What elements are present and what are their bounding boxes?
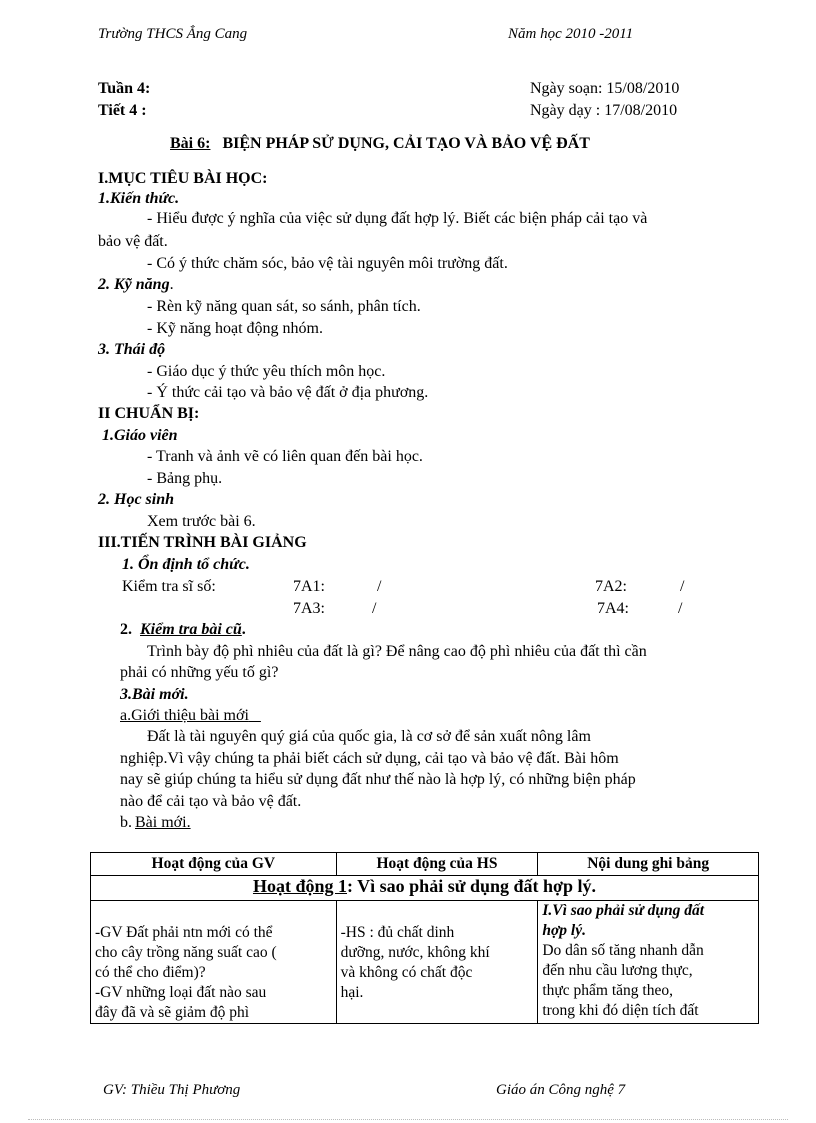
lesson-heading: b. Bài mới. (120, 814, 191, 831)
class-7a4: 7A4: (597, 600, 629, 617)
footer-teacher: GV: Thiều Thị Phương (103, 1082, 241, 1098)
class-7a1-slash: / (377, 578, 382, 595)
knowledge-item-2: - Có ý thức chăm sóc, bảo vệ tài nguyên môi trường đất. (147, 255, 508, 272)
section-1-heading: I.MỤC TIÊU BÀI HỌC: (98, 170, 268, 187)
class-7a2-slash: / (680, 578, 685, 595)
skill-heading: 2. Kỹ năng. (98, 276, 174, 293)
old-lesson-heading: 2. Kiểm tra bài cũ. (120, 621, 246, 638)
teacher-line: cho cây trồng năng suất cao ( (95, 944, 277, 961)
table-row (91, 901, 759, 1024)
old-question-1: Trình bày độ phì nhiêu của đất là gì? Để nâng cao độ phì nhiêu của đất thì cần (147, 643, 647, 660)
teacher-line: có thể cho điểm)? (95, 964, 206, 981)
footer-subject: Giáo án Công nghệ 7 (496, 1082, 626, 1098)
section-3-heading: III.TIẾN TRÌNH BÀI GIẢNG (98, 534, 307, 551)
lesson-title-text: BIỆN PHÁP SỬ DỤNG, CẢI TẠO VÀ BẢO VỆ ĐẤT (222, 135, 590, 152)
intro-heading: a.Giới thiệu bài mới (120, 707, 249, 724)
class-7a1: 7A1: (293, 578, 325, 595)
lesson-title (170, 133, 590, 154)
student-activity-cell (336, 901, 538, 1024)
old-question-2: phải có những yếu tố gì? (120, 664, 279, 681)
student-line: dưỡng, nước, không khí (340, 944, 490, 961)
roll-call-label: Kiểm tra sĩ số: (122, 578, 216, 595)
teacher-activity-cell (91, 901, 337, 1024)
teacher-line: -GV những loại đất nào sau (95, 984, 267, 1001)
teach-date: Ngày dạy : 17/08/2010 (530, 102, 678, 119)
content-line: trong khi đó diện tích đất (542, 1002, 699, 1019)
student-line: hại. (340, 984, 364, 1001)
school-name: Trường THCS Ẳng Cang (98, 26, 248, 42)
knowledge-item-1-cont: bảo vệ đất. (98, 233, 168, 250)
period-label: Tiết 4 : (98, 102, 147, 119)
intro-line-4: nào để cải tạo và bảo vệ đất. (120, 793, 302, 810)
teacher-item-1: - Tranh và ảnh vẽ có liên quan đến bài học. (147, 448, 423, 465)
column-header-content: Nội dung ghi bảng (538, 853, 759, 876)
knowledge-heading: 1.Kiến thức. (98, 190, 180, 207)
attitude-item-1: - Giáo dục ý thức yêu thích môn học. (147, 363, 386, 380)
column-header-teacher: Hoạt động của GV (91, 853, 337, 876)
column-header-student: Hoạt động của HS (336, 853, 538, 876)
teacher-line: -GV Đất phải ntn mới có thể (95, 924, 273, 941)
lesson-plan-table (90, 852, 759, 1024)
student-item-1: Xem trước bài 6. (147, 513, 256, 530)
class-7a3-slash: / (372, 600, 377, 617)
intro-line-1: Đất là tài nguyên quý giá của quốc gia, là cơ sở để sản xuất nông lâm (147, 728, 591, 745)
student-line: và không có chất độc (340, 964, 473, 981)
prep-date: Ngày soạn: 15/08/2010 (530, 80, 680, 97)
content-heading: I.Vì sao phải sử dụng đất (542, 902, 705, 919)
lesson-number: Bài 6: (170, 135, 211, 152)
teacher-heading: 1.Giáo viên (102, 427, 178, 444)
skill-item-1: - Rèn kỹ năng quan sát, so sánh, phân tích. (147, 298, 421, 315)
content-cell (538, 901, 759, 1024)
attitude-item-2: - Ý thức cải tạo và bảo vệ đất ở địa phương. (147, 384, 429, 401)
page-divider (28, 1119, 788, 1120)
content-line: đến nhu cầu lương thực, (542, 962, 693, 979)
content-heading-cont: hợp lý. (542, 922, 586, 939)
student-heading: 2. Học sinh (98, 491, 175, 508)
content-line: thực phẩm tăng theo, (542, 982, 673, 999)
student-line: -HS : đủ chất dinh (340, 924, 455, 941)
section-2-heading: II CHUẨN BỊ: (98, 405, 200, 422)
intro-line-2: nghiệp.Vì vậy chúng ta phải biết cách sử dụng, cải tạo và bảo vệ đất. Bài hôm (120, 750, 619, 767)
content-line: Do dân số tăng nhanh dẫn (542, 942, 704, 959)
attitude-heading: 3. Thái độ (98, 341, 166, 358)
week-label: Tuần 4: (98, 80, 151, 97)
school-year: Năm học 2010 -2011 (508, 26, 634, 42)
skill-item-2: - Kỹ năng hoạt động nhóm. (147, 320, 323, 337)
org-heading: 1. Ổn định tổ chức. (122, 556, 250, 573)
class-7a2: 7A2: (595, 578, 627, 595)
teacher-item-2: - Bảng phụ. (147, 470, 223, 487)
new-lesson-heading: 3.Bài mới. (120, 686, 189, 703)
teacher-line: đây đã và sẽ giảm độ phì (95, 1004, 250, 1021)
intro-line-3: nay sẽ giúp chúng ta hiểu sử dụng đất như thế nào là hợp lý, có những biện pháp (120, 771, 636, 788)
activity-1-title: Hoạt động 1: Vì sao phải sử dụng đất hợp lý. (91, 876, 759, 901)
knowledge-item-1: - Hiểu được ý nghĩa của việc sử dụng đất hợp lý. Biết các biện pháp cải tạo và (147, 210, 648, 227)
class-7a4-slash: / (678, 600, 683, 617)
class-7a3: 7A3: (293, 600, 325, 617)
